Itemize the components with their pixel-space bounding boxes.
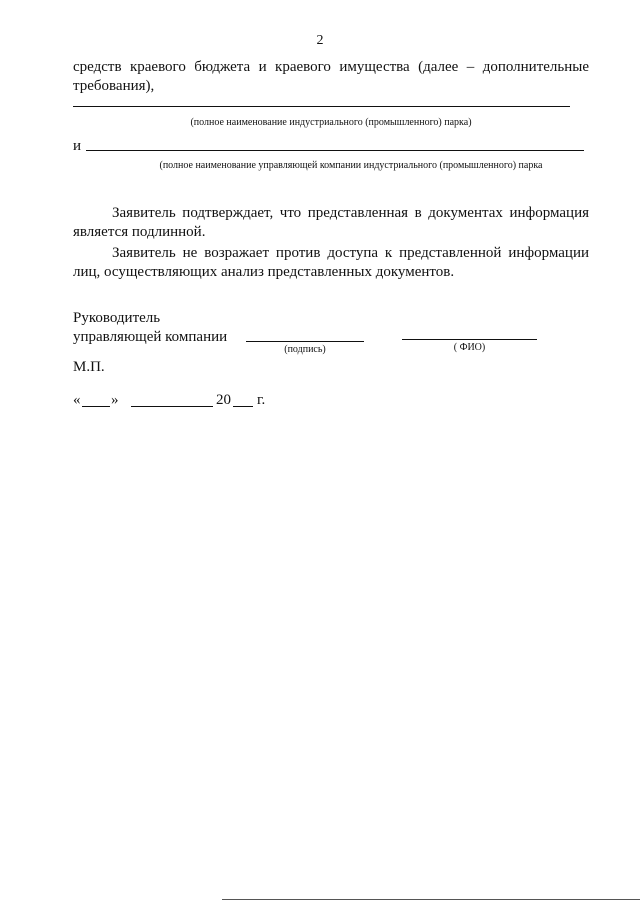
company-name-caption: (полное наименование управляющей компании индустриального (промышленного) парка <box>159 160 543 171</box>
date-open-quote: « <box>73 392 81 408</box>
month-field-line[interactable] <box>131 406 213 407</box>
intro-line-1: средств краевого бюджета и краевого имущества (далее – дополнительные <box>73 59 589 75</box>
date-close-quote: » <box>111 392 119 408</box>
access-line-1: Заявитель не возражает против доступа к представленной информации <box>112 245 589 261</box>
confirm-line-1: Заявитель подтверждает, что представленная в документах информация <box>112 205 589 221</box>
day-field-line[interactable] <box>82 406 110 407</box>
bottom-page-border <box>222 899 640 900</box>
full-name-field-line[interactable] <box>402 339 537 340</box>
company-name-field-line[interactable] <box>86 150 584 151</box>
year-prefix: 20 <box>216 392 231 408</box>
confirm-line-2: является подлинной. <box>73 224 206 240</box>
park-name-caption: (полное наименование индустриального (промышленного) парка) <box>190 117 472 128</box>
company-prefix: и <box>73 138 82 154</box>
park-name-field-line[interactable] <box>73 106 570 107</box>
year-suffix: г. <box>257 392 266 408</box>
signatory-role-line-2: управляющей компании <box>73 329 228 345</box>
page-number: 2 <box>316 33 324 48</box>
signatory-role-line-1: Руководитель <box>73 310 161 326</box>
signature-caption: (подпись) <box>284 344 326 355</box>
full-name-caption: ( ФИО) <box>453 342 486 353</box>
intro-line-2: требования), <box>73 78 155 94</box>
stamp-placeholder: М.П. <box>73 359 105 375</box>
year-field-line[interactable] <box>233 406 253 407</box>
access-line-2: лиц, осуществляющих анализ представленных документов. <box>73 264 455 280</box>
signature-field-line[interactable] <box>246 341 364 342</box>
